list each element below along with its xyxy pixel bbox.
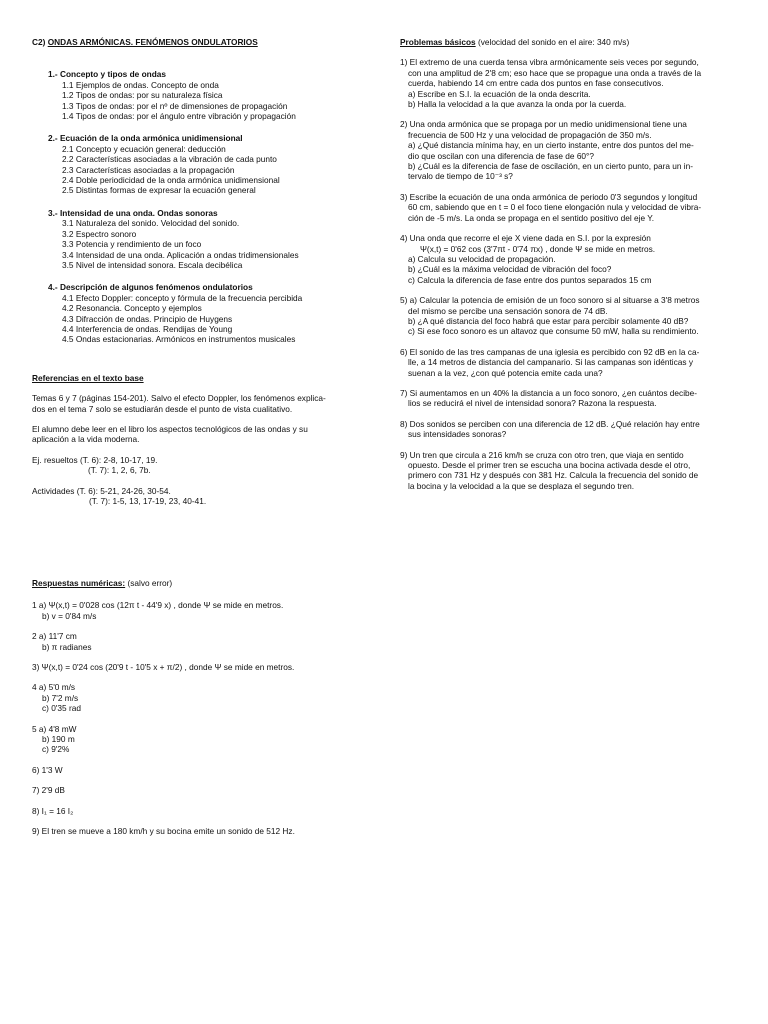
section-item: 2.4 Doble periodicidad de la onda armónica unidimensional [62, 175, 280, 186]
answer-line: 2 a) 11'7 cm [32, 631, 77, 642]
problem-line: a) Calcula su velocidad de propagación. [408, 253, 556, 264]
answer-2 [32, 631, 372, 652]
answer-line: 4 a) 5'0 m/s [32, 682, 76, 693]
problem-line: 6) El sonido de las tres campanas de una iglesia es percibido con 92 dB en la ca- [400, 346, 700, 357]
respuestas-header: Respuestas numéricas: (salvo error) [32, 578, 173, 588]
problem-line: 4) Una onda que recorre el eje X viene dada en S.I. por la expresión [400, 233, 651, 244]
answer-6 [32, 765, 372, 775]
referencias [32, 373, 362, 507]
referencias-paragraph-2: El alumno debe leer en el libro los aspectos tecnológicos de las ondas y su aplicación a la vida moderna. [32, 423, 308, 445]
problem-line: frecuencia de 500 Hz y una velocidad de propagación de 350 m/s. [408, 129, 652, 140]
left-column [32, 37, 362, 506]
answer-line: b) v = 0'84 m/s [42, 610, 97, 621]
section-item: 2.5 Distintas formas de expresar la ecuación general [62, 185, 256, 196]
answer-line: 9) El tren se mueve a 180 km/h y su bocina emite un sonido de 512 Hz. [32, 826, 295, 837]
section-item: 1.2 Tipos de ondas: por su naturaleza física [62, 90, 223, 101]
answer-line: b) 190 m [42, 734, 75, 745]
section-2: 2.- Ecuación de la onda armónica unidimensional 2.1 Concepto y ecuación general: deducción 2.2 Características asociadas a la vibración de cada punto 2.3 Características asociadas a la propagación 2.4 Doble periodicidad de la onda armónica unidimensional 2.5 Distintas formas de expresar la ecuación general [32, 133, 362, 195]
answer-4 [32, 682, 372, 713]
section-item: 3.1 Naturaleza del sonido. Velocidad del sonido. [62, 218, 240, 229]
problem-6 [400, 347, 732, 378]
problem-line: Ψ(x,t) = 0'62 cos (3'7πt - 0'74 πx) , donde Ψ se mide en metros. [420, 243, 656, 254]
answer-line: c) 0'35 rad [42, 703, 81, 714]
problem-line: lle, a 14 metros de distancia del campanario. Si las campanas son idénticas y [408, 357, 694, 368]
right-column [400, 37, 732, 501]
section-item: 4.3 Difracción de ondas. Principio de Huygens [62, 313, 233, 324]
problem-line: 5) a) Calcular la potencia de emisión de un foco sonoro si al situarse a 3'8 metros [400, 295, 700, 306]
answers-list [32, 600, 372, 836]
section-item: 3.4 Intensidad de una onda. Aplicación a ondas tridimensionales [62, 249, 299, 260]
section-item: 4.1 Efecto Doppler: concepto y fórmula de la frecuencia percibida [62, 292, 303, 303]
problem-line: b) Halla la velocidad a la que avanza la onda por la cuerda. [408, 99, 627, 110]
section-4: 4.- Descripción de algunos fenómenos ondulatorios 4.1 Efecto Doppler: concepto y fórmula de la frecuencia percibida 4.2 Resonancia. Concepto y ejemplos 4.3 Difracción de ondas. Principio de Huygens 4.4 Interferencia de ondas. Rendijas de Young 4.5 Ondas estacionarias. Armónicos en instrumentos musicales [32, 282, 362, 344]
answer-line: 7) 2'9 dB [32, 785, 65, 796]
problem-line: lios se reducirá el nivel de intensidad sonora? Razona la respuesta. [408, 398, 657, 409]
actividades: Actividades (T. 6): 5-21, 24-26, 30-54. (T. 7): 1-5, 13, 17-19, 23, 40-41. [32, 485, 207, 506]
page-title: C2) ONDAS ARMÓNICAS. FENÓMENOS ONDULATORIOS [32, 37, 258, 47]
problem-line: con una amplitud de 2'8 cm; eso hace que se propague una onda a través de la [408, 67, 702, 78]
answer-line: b) 7'2 m/s [42, 692, 79, 703]
section-item: 2.1 Concepto y ecuación general: deducción [62, 143, 226, 154]
problem-line: 7) Si aumentamos en un 40% la distancia a un foco sonoro, ¿en cuántos decibe- [400, 387, 698, 398]
section-item: 4.4 Interferencia de ondas. Rendijas de Young [62, 323, 233, 334]
problem-9 [400, 450, 732, 492]
referencias-title: Referencias en el texto base [32, 372, 144, 383]
answer-3 [32, 662, 372, 672]
section-item: 2.2 Características asociadas a la vibración de cada punto [62, 154, 277, 165]
section-item: 3.2 Espectro sonoro [62, 228, 137, 239]
answer-9 [32, 826, 372, 836]
problem-line: a) Escribe en S.I. la ecuación de la onda descrita. [408, 88, 591, 99]
problem-line: b) ¿A qué distancia del foco habrá que estar para percibir solamente 40 dB? [408, 315, 689, 326]
problem-line: 8) Dos sonidos se perciben con una diferencia de 12 dB. ¿Qué relación hay entre [400, 418, 700, 429]
syllabus [32, 69, 362, 344]
respuestas [32, 578, 372, 847]
problem-line: cuerda, habiendo 14 cm entre cada dos puntos en fase consecutivos. [408, 78, 664, 89]
problem-line: 1) El extremo de una cuerda tensa vibra armónicamente seis veces por segundo, [400, 57, 699, 68]
answer-line: 3) Ψ(x,t) = 0'24 cos (20'9 t - 10'5 x + π/2) , donde Ψ se mide en metros. [32, 662, 295, 673]
problem-line: c) Si ese foco sonoro es un altavoz que consume 50 mW, halla su rendimiento. [408, 326, 699, 337]
problem-4 [400, 233, 732, 285]
problem-2 [400, 119, 732, 181]
ejercicios-resueltos: Ej. resueltos (T. 6): 2-8, 10-17, 19. (T. 7): 1, 2, 6, 7b. [32, 454, 158, 476]
answer-line: 5 a) 4'8 mW [32, 723, 77, 734]
problem-line: a) ¿Qué distancia mínima hay, en un cierto instante, entre dos puntos del me- [408, 140, 694, 151]
section-item: 1.4 Tipos de ondas: por el ángulo entre vibración y propagación [62, 111, 296, 122]
answer-1 [32, 600, 372, 621]
problem-line: b) ¿Cuál es la máxima velocidad de vibración del foco? [408, 264, 612, 275]
referencias-paragraph-1: Temas 6 y 7 (páginas 154-201). Salvo el efecto Doppler, los fenómenos explica- dos en el tema 7 solo se estudiarán desde el punto de vista cualitativo. [32, 393, 326, 414]
answer-line: 6) 1'3 W [32, 764, 63, 775]
problem-5 [400, 295, 732, 337]
problem-line: ción de -5 m/s. La onda se propaga en el sentido positivo del eje Y. [408, 212, 655, 223]
problem-1 [400, 57, 732, 109]
problem-line: tervalo de tiempo de 10⁻³ s? [408, 171, 513, 182]
problem-line: primero con 731 Hz y después con 381 Hz. Calcula la frecuencia del sonido de [408, 470, 699, 481]
problem-line: del mismo se percibe una sensación sonora de 74 dB. [408, 305, 608, 316]
answer-line: 8) I₁ = 16 I₂ [32, 805, 74, 816]
problem-line: b) ¿Cuál es la diferencia de fase de oscilación, en un cierto punto, para un in- [408, 161, 694, 172]
section-3: 3.- Intensidad de una onda. Ondas sonoras 3.1 Naturaleza del sonido. Velocidad del sonido. 3.2 Espectro sonoro 3.3 Potencia y rendimiento de un foco 3.4 Intensidad de una onda. Aplicación a ondas tridimensionales 3.5 Nivel de intensidad sonora. Escala decibélica [32, 208, 362, 270]
problem-line: 9) Un tren que circula a 216 km/h se cruza con otro tren, que viaja en sentido [400, 449, 684, 460]
answer-8 [32, 806, 372, 816]
problem-line: suenan a la vez, ¿con qué potencia emite cada una? [408, 367, 603, 378]
section-item: 3.3 Potencia y rendimiento de un foco [62, 239, 202, 250]
section-item: 4.2 Resonancia. Concepto y ejemplos [62, 303, 202, 314]
problem-7 [400, 388, 732, 409]
section-item: 3.5 Nivel de intensidad sonora. Escala decibélica [62, 259, 243, 270]
section-item: 1.1 Ejemplos de ondas. Concepto de onda [62, 79, 219, 90]
problem-line: 3) Escribe la ecuación de una onda armónica de periodo 0'3 segundos y longitud [400, 191, 698, 202]
problem-line: sus intensidades sonoras? [408, 429, 507, 440]
problem-8 [400, 419, 732, 440]
section-1: 1.- Concepto y tipos de ondas 1.1 Ejemplos de ondas. Concepto de onda 1.2 Tipos de ondas: por su naturaleza física 1.3 Tipos de ondas: por el nº de dimensiones de propagación 1.4 Tipos de ondas: por el ángulo entre vibración y propagación [32, 69, 362, 121]
answer-line: b) π radianes [42, 641, 92, 652]
section-item: 2.3 Características asociadas a la propagación [62, 164, 235, 175]
answer-7 [32, 785, 372, 795]
problemas-header: Problemas básicos (velocidad del sonido en el aire: 340 m/s) [400, 37, 630, 47]
answer-line: 1 a) Ψ(x,t) = 0'028 cos (12π t - 44'9 x) , donde Ψ se mide en metros. [32, 600, 284, 611]
problem-line: dio que oscilan con una diferencia de fase de 60°? [408, 150, 594, 161]
problems-list [400, 57, 732, 491]
answer-5 [32, 724, 372, 755]
section-item: 1.3 Tipos de ondas: por el nº de dimensiones de propagación [62, 100, 288, 111]
problem-line: 2) Una onda armónica que se propaga por un medio unidimensional tiene una [400, 119, 687, 130]
section-item: 4.5 Ondas estacionarias. Armónicos en instrumentos musicales [62, 334, 296, 345]
problem-line: 60 cm, sabiendo que en t = 0 el foco tiene elongación nula y velocidad de vibra- [408, 202, 702, 213]
problem-line: la bocina y la velocidad a la que se desplaza el segundo tren. [408, 480, 635, 491]
problem-3 [400, 192, 732, 223]
problem-line: opuesto. Desde el primer tren se escucha una bocina activada desde el otro, [408, 460, 691, 470]
answer-line: c) 9'2% [42, 744, 70, 755]
problem-line: c) Calcula la diferencia de fase entre dos puntos separados 15 cm [408, 274, 652, 285]
